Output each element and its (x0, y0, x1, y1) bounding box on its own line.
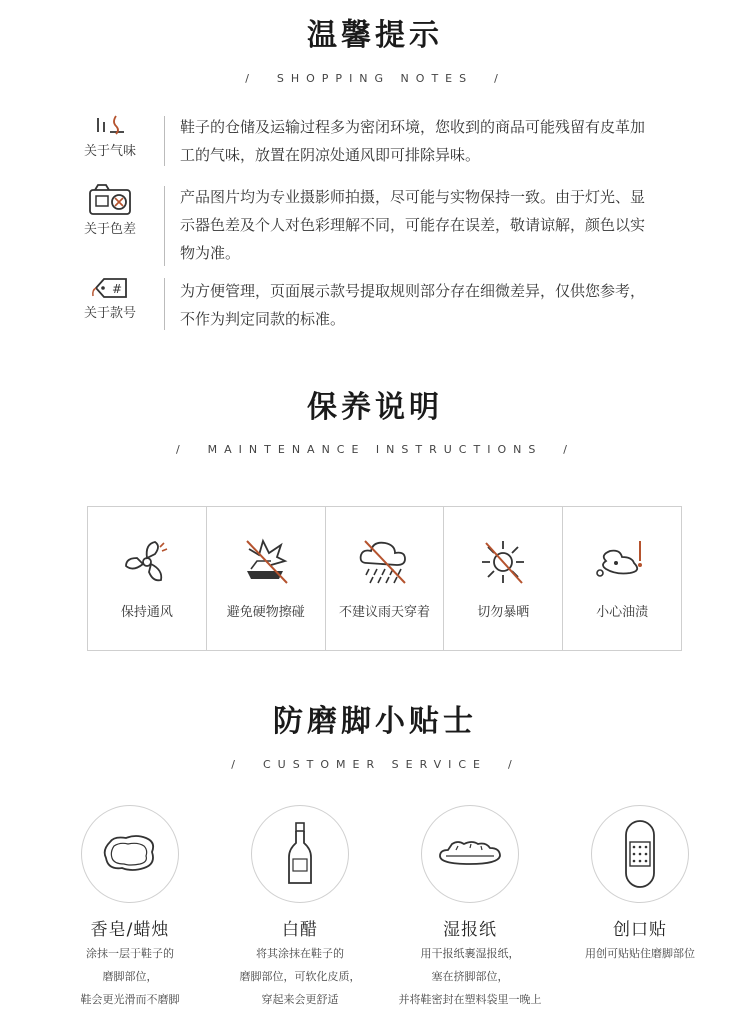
maintenance-subtitle: / MAINTENANCE INSTRUCTIONS / (175, 443, 575, 456)
care-line: 用创可贴贴住磨脚部位 (585, 947, 695, 960)
maintenance-item-rain (326, 507, 445, 650)
care-desc (45, 942, 215, 1011)
note-line: 工的气味，放置在阴凉处通风即可排除异味。 (180, 146, 481, 164)
note-line: 产品图片均为专业摄影师拍摄，尽可能与实物保持一致。由于灯光、显 (180, 188, 646, 206)
note-label: 关于气味 (83, 144, 136, 159)
no-rain-icon (357, 537, 411, 587)
care-item-vinegar (215, 805, 385, 1011)
note-text (180, 183, 700, 267)
tag-icon (90, 276, 130, 300)
note-item-smell (60, 112, 720, 172)
note-line: 鞋子的仓储及运输过程多为密闭环境，您收到的商品可能残留有皮革加 (180, 118, 646, 136)
care-name: 湿报纸 (443, 920, 497, 940)
care-line: 用干报纸裹湿报纸， (420, 947, 520, 960)
soap-icon (100, 832, 160, 876)
maintenance-item-ventilate (88, 507, 207, 650)
care-subtitle: / CUSTOMER SERVICE / (231, 758, 519, 771)
care-line: 并将鞋密封在塑料袋里一晚上 (398, 993, 542, 1006)
maintenance-grid (87, 506, 682, 651)
divider (164, 186, 165, 266)
camera-icon (87, 182, 133, 216)
wet-paper-icon (434, 834, 506, 874)
maintenance-label: 切勿暴晒 (477, 605, 530, 620)
note-text (180, 113, 700, 169)
no-collision-icon (241, 537, 291, 587)
care-item-bandage (555, 805, 725, 965)
note-icon-wrap (60, 182, 160, 237)
note-icon-wrap (60, 112, 160, 159)
maintenance-label: 不建议雨天穿着 (338, 605, 430, 620)
note-text (180, 277, 700, 333)
care-item-soap (45, 805, 215, 1011)
note-line: 物为准。 (180, 244, 241, 262)
vinegar-bottle-icon (285, 821, 315, 887)
no-sun-icon (478, 537, 528, 587)
care-line: 将其涂抹在鞋子的 (256, 947, 344, 960)
divider (164, 116, 165, 166)
maintenance-item-oil (563, 507, 681, 650)
maintenance-title: 保养说明 (307, 390, 443, 425)
maintenance-item-collision (207, 507, 326, 650)
care-line: 穿起来会更舒适 (261, 993, 339, 1006)
care-desc (215, 942, 385, 1011)
care-icon-circle (81, 805, 179, 903)
svg-text:#: # (112, 282, 123, 296)
note-label: 关于色差 (83, 222, 136, 237)
care-desc (385, 942, 555, 1011)
care-icon-circle (591, 805, 689, 903)
oil-stain-icon (592, 537, 652, 587)
maintenance-label: 小心油渍 (596, 605, 649, 620)
note-icon-wrap (60, 276, 160, 321)
care-line: 磨脚部位，可软化皮质， (239, 970, 361, 983)
note-item-code (60, 276, 720, 334)
care-desc (555, 942, 725, 965)
care-title: 防磨脚小贴士 (273, 704, 477, 739)
note-line: 为方便管理，页面展示款号提取规则部分存在细微差异，仅供您参考， (180, 282, 646, 300)
care-line: 涂抹一层于鞋子的 (86, 947, 174, 960)
maintenance-label: 保持通风 (120, 605, 173, 620)
note-line: 不作为判定同款的标准。 (180, 310, 346, 328)
divider (164, 278, 165, 330)
maintenance-label: 避免硬物擦碰 (226, 605, 305, 620)
care-line: 鞋会更光滑而不磨脚 (80, 993, 180, 1006)
care-item-newspaper (385, 805, 555, 1011)
care-line: 塞在挤脚部位， (431, 970, 509, 983)
fan-icon (122, 537, 172, 587)
care-line: 磨脚部位， (102, 970, 158, 983)
bandage-icon (623, 818, 657, 890)
care-name: 创口贴 (613, 920, 667, 940)
note-item-color (60, 182, 720, 268)
smell-icon (90, 112, 130, 138)
notes-title: 温馨提示 (307, 18, 443, 53)
care-icon-circle (251, 805, 349, 903)
care-name: 香皂/蜡烛 (90, 920, 170, 940)
maintenance-item-sun (444, 507, 563, 650)
note-line: 示器色差及个人对色彩理解不同，可能存在误差，敬请谅解，颜色以实 (180, 216, 646, 234)
note-label: 关于款号 (83, 306, 136, 321)
care-name: 白醋 (282, 920, 318, 940)
notes-subtitle: / SHOPPING NOTES / (245, 72, 505, 85)
care-icon-circle (421, 805, 519, 903)
